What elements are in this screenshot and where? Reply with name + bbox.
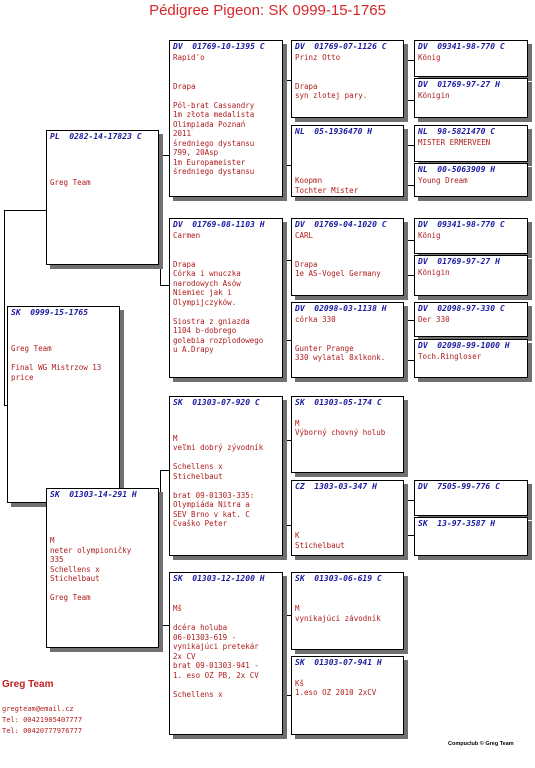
dam-dam-card[interactable]: [169, 572, 283, 735]
connector-line: [406, 60, 407, 100]
ssds-card[interactable]: [414, 125, 528, 162]
pigeon-details: Koopmn Tochter Mister: [295, 176, 359, 195]
ring-number: SK 01303-07-941 H: [295, 658, 382, 667]
dam-card[interactable]: [46, 488, 159, 648]
sdd-card[interactable]: [291, 302, 404, 378]
credit-text: Compuclub © Greg Team: [448, 741, 514, 747]
ring-number: SK 01303-07-920 C: [173, 398, 260, 407]
pigeon-details: K Stichelbaut: [295, 531, 345, 550]
pigeon-details: [415, 492, 527, 493]
connector-line: [284, 260, 285, 340]
pigeon-details: CARL Drapa 1e AS-Vogel Germany: [295, 231, 381, 278]
ring-number: DV 7505-99-776 C: [418, 482, 500, 491]
ring-number: DV 01769-97-27 H: [418, 257, 500, 266]
sdds-card[interactable]: [414, 302, 528, 337]
sdsd-card[interactable]: [414, 255, 528, 296]
dam-sire-card[interactable]: [169, 396, 283, 556]
ssd-card[interactable]: [291, 125, 404, 197]
sds-card[interactable]: [291, 218, 404, 296]
connector-line: [284, 440, 285, 525]
page-title: Pédigree Pigeon: SK 0999-15-1765: [149, 2, 386, 19]
ring-number: DV 09341-98-770 C: [418, 42, 505, 51]
pigeon-details: König: [418, 53, 441, 62]
pigeon-details: M vynikajúci závodník: [295, 604, 381, 623]
connector-line: [406, 500, 407, 535]
ring-number: SK 01303-05-174 C: [295, 398, 382, 407]
ring-number: NL 98-5821470 C: [418, 127, 496, 136]
ring-number: DV 01769-07-1126 C: [295, 42, 387, 51]
ring-number: DV 01769-04-1020 C: [295, 220, 387, 229]
breeder-name: Greg Team: [2, 679, 54, 690]
pigeon-details: Greg Team Final WG Mistrzow 13 price: [11, 344, 102, 382]
ssss-card[interactable]: [414, 40, 528, 77]
pigeon-details: córka 330 Gunter Prange 330 wylatal 8xlkonk.: [295, 315, 386, 362]
dsds-card[interactable]: [414, 480, 528, 516]
connector-line: [4, 210, 46, 211]
pigeon-details: Königin: [418, 91, 450, 100]
pigeon-details: M neter olympioničky 335 Schellens x Stichelbaut Greg Team: [50, 536, 132, 602]
sdss-card[interactable]: [414, 218, 528, 254]
ring-number: NL 00-5063909 H: [418, 165, 496, 174]
sss-card[interactable]: [291, 40, 404, 118]
phone-text: Tel: 00420777976777: [2, 727, 83, 735]
pigeon-details: Greg Team: [50, 178, 91, 187]
pigeon-details: M Výborný chovný holub: [295, 418, 386, 437]
connector-line: [406, 145, 407, 185]
connector-line: [284, 80, 285, 165]
pigeon-details: Rapid'o Drapa Pól-brat Cassandry 1m złota medalista Olimpiada Poznań 2011 średniego dystansu 799, 20Asp 1m Europameister średniego dystansu: [173, 53, 255, 176]
sssd-card[interactable]: [414, 78, 528, 118]
dds-card[interactable]: [291, 572, 404, 650]
subject-pigeon-card[interactable]: [7, 306, 120, 503]
ring-number: PL 0282-14-17823 C: [50, 132, 142, 141]
ring-number: DV 01769-97-27 H: [418, 80, 500, 89]
email-text[interactable]: gregteam@email.cz: [2, 705, 74, 713]
connector-line: [406, 240, 407, 275]
ddd-card[interactable]: [291, 656, 404, 735]
pigeon-details: Der 330: [418, 315, 450, 324]
pigeon-details: [415, 529, 527, 530]
pigeon-details: König: [418, 231, 441, 240]
pigeon-details: Young Dream: [418, 176, 468, 185]
connector-line: [160, 155, 161, 285]
pigeon-details: Kš 1.eso OZ 2010 2xCV: [295, 678, 377, 697]
connector-line: [284, 615, 285, 695]
sddd-card[interactable]: [414, 339, 528, 378]
pigeon-details: Toch.Ringloser: [418, 352, 482, 361]
phone-text: Tel: 00421905407777: [2, 716, 83, 724]
ring-number: DV 02098-99-1000 H: [418, 341, 510, 350]
pigeon-details: MISTER ERMERVEEN: [418, 138, 491, 147]
ring-number: SK 01303-06-619 C: [295, 574, 382, 583]
ring-number: DV 01769-08-1103 H: [173, 220, 265, 229]
connector-line: [4, 210, 5, 405]
sire-card[interactable]: [46, 130, 159, 265]
ring-number: SK 01303-12-1200 H: [173, 574, 265, 583]
pigeon-details: Mš dcéra holuba 06-01303-619 - vynikajúci pretekár 2x CV brat 09-01303-941 - 1. eso OZ PB, 2x CV Schellens x: [173, 604, 259, 699]
connector-line: [406, 320, 407, 360]
ring-number: SK 13-97-3587 H: [418, 519, 496, 528]
ring-number: DV 02098-97-330 C: [418, 304, 505, 313]
connector-line: [160, 470, 161, 625]
dsd-card[interactable]: [291, 480, 404, 556]
ring-number: CZ 1303-03-347 H: [295, 482, 377, 491]
sire-dam-card[interactable]: [169, 218, 283, 378]
pigeon-details: Prinz Otto Drapa syn zlotej pary.: [295, 53, 368, 100]
ring-number: SK 0999-15-1765: [11, 308, 89, 317]
ring-number: SK 01303-14-291 H: [50, 490, 137, 499]
pigeon-details: M veľmi dobrý zývodník Schellens x Stichelbaut brat 09-01303-335: Olympiáda Nitra a SEV Brno v kat. C Cvaško Peter: [173, 433, 264, 528]
pigeon-details: Königin: [418, 268, 450, 277]
ring-number: DV 02098-03-1138 H: [295, 304, 387, 313]
pigeon-details: Carmen Drapa Córka i wnuczka narodowych Asów Niemiec jak i Olympijczyków. Siostra z gniazda 1104 b-dobrego golebia rozplodowego u A.Drapy: [173, 231, 264, 354]
dss-card[interactable]: [291, 396, 404, 473]
sire-sire-card[interactable]: [169, 40, 283, 197]
ring-number: DV 01769-10-1395 C: [173, 42, 265, 51]
dsdd-card[interactable]: [414, 517, 528, 556]
ssdd-card[interactable]: [414, 163, 528, 197]
ring-number: DV 09341-98-770 C: [418, 220, 505, 229]
ring-number: NL 05-1936470 H: [295, 127, 373, 136]
